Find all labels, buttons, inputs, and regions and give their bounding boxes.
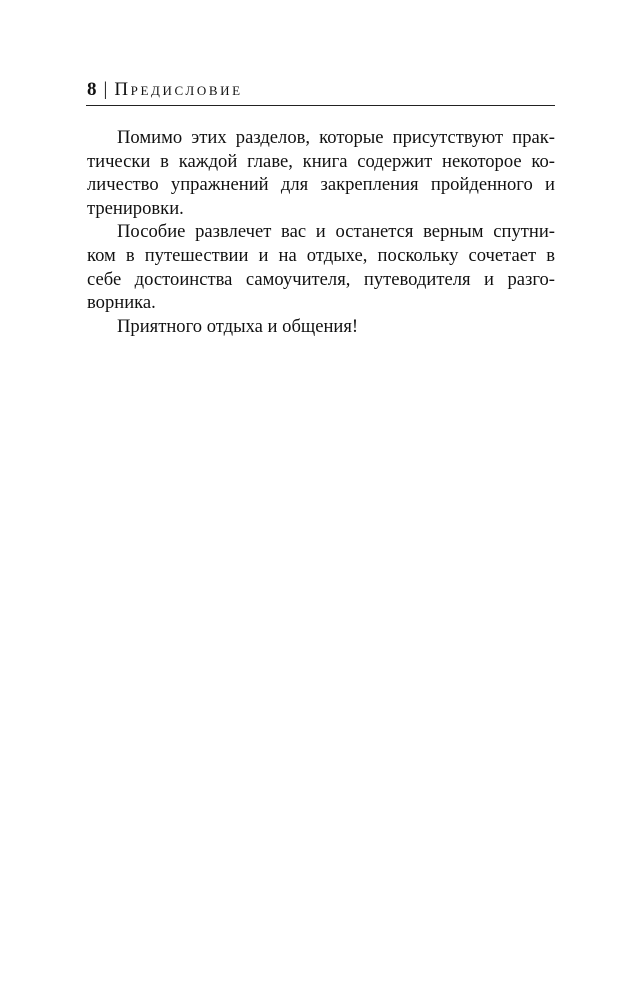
header-separator: | (103, 79, 108, 100)
page-number: 8 (87, 79, 97, 100)
paragraph-1-line-2: тически в каждой главе, книга содержит некоторое ко- (87, 150, 555, 172)
paragraph-2-line-3: себе достоинства самоучителя, путеводителя и разго- (87, 268, 555, 290)
running-header (87, 76, 555, 104)
section-title: Предисловие (114, 79, 243, 100)
paragraph-2-line-4: ворника. (87, 292, 156, 314)
paragraph-3-line-1: Приятного отдыха и общения! (117, 315, 359, 337)
paragraph-2-line-2: ком в путешествии и на отдыхе, поскольку сочетает в (87, 244, 555, 266)
paragraph-2-line-1: Пособие развлечет вас и останется верным спутни- (117, 221, 555, 243)
paragraph-1-line-3: личество упражнений для закрепления пройденного и (87, 174, 555, 196)
paragraph-1-line-4: тренировки. (87, 197, 184, 219)
body-text (87, 126, 555, 338)
paragraph-1-line-1: Помимо этих разделов, которые присутствуют прак- (117, 127, 555, 148)
header-rule (86, 105, 555, 106)
